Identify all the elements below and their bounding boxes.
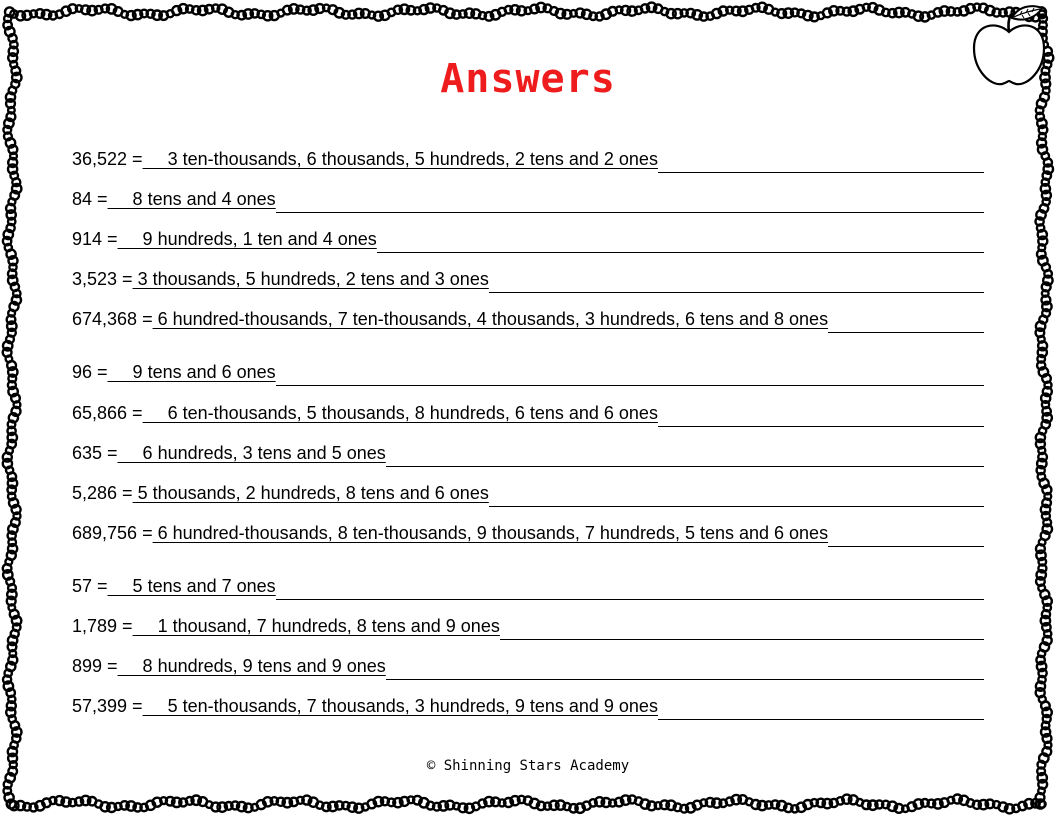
number-label: 65,866 = — [72, 403, 143, 423]
number-label: 5,286 = — [72, 483, 133, 503]
number-label: 914 = — [72, 229, 118, 249]
answer-row — [72, 576, 276, 602]
answer-line — [386, 466, 984, 467]
number-label: 57 = — [72, 576, 108, 596]
number-label: 635 = — [72, 443, 118, 463]
expanded-form-answer: 5 ten-thousands, 7 thousands, 3 hundreds, 9 tens and 9 ones — [142, 696, 658, 716]
expanded-form-answer: 5 tens and 7 ones — [107, 576, 276, 596]
answer-row — [72, 483, 489, 509]
expanded-form-answer: 6 hundreds, 3 tens and 5 ones — [117, 443, 386, 463]
answer-line — [489, 506, 984, 507]
footer-copyright: © Shinning Stars Academy — [426, 758, 630, 774]
answer-row — [72, 269, 489, 295]
answer-row — [72, 309, 828, 335]
expanded-form-answer: 9 hundreds, 1 ten and 4 ones — [117, 229, 377, 249]
answer-line — [658, 719, 984, 720]
answer-line — [828, 546, 984, 547]
number-label: 3,523 = — [72, 269, 133, 289]
answer-row — [72, 523, 828, 549]
expanded-form-answer: 1 thousand, 7 hundreds, 8 tens and 9 ones — [132, 616, 500, 636]
answer-row — [72, 149, 658, 175]
number-label: 1,789 = — [72, 616, 133, 636]
answer-row — [72, 229, 377, 255]
answer-line — [489, 292, 984, 293]
answer-row — [72, 403, 658, 429]
number-label: 96 = — [72, 362, 108, 382]
number-label: 57,399 = — [72, 696, 143, 716]
expanded-form-answer: 8 tens and 4 ones — [107, 189, 276, 209]
answer-row — [72, 362, 276, 388]
expanded-form-answer: 8 hundreds, 9 tens and 9 ones — [117, 656, 386, 676]
answer-line — [276, 385, 984, 386]
number-label: 84 = — [72, 189, 108, 209]
answer-row — [72, 616, 500, 642]
expanded-form-answer: 3 ten-thousands, 6 thousands, 5 hundreds, 2 tens and 2 ones — [142, 149, 658, 169]
expanded-form-answer: 3 thousands, 5 hundreds, 2 tens and 3 ones — [132, 269, 489, 289]
expanded-form-answer: 9 tens and 6 ones — [107, 362, 276, 382]
answer-row — [72, 189, 276, 215]
expanded-form-answer: 6 hundred-thousands, 7 ten-thousands, 4 thousands, 3 hundreds, 6 tens and 8 ones — [152, 309, 829, 329]
page-title: Answers — [440, 56, 616, 102]
answer-line — [276, 212, 984, 213]
number-label: 899 = — [72, 656, 118, 676]
answer-row — [72, 443, 386, 469]
number-label: 689,756 = — [72, 523, 153, 543]
number-label: 674,368 = — [72, 309, 153, 329]
answer-line — [500, 639, 984, 640]
number-label: 36,522 = — [72, 149, 143, 169]
answer-line — [658, 172, 984, 173]
answer-line — [386, 679, 984, 680]
answer-row — [72, 656, 386, 682]
answer-line — [377, 252, 984, 253]
answer-row — [72, 696, 658, 722]
expanded-form-answer: 6 hundred-thousands, 8 ten-thousands, 9 thousands, 7 hundreds, 5 tens and 6 ones — [152, 523, 829, 543]
answer-line — [658, 426, 984, 427]
expanded-form-answer: 6 ten-thousands, 5 thousands, 8 hundreds, 6 tens and 6 ones — [142, 403, 658, 423]
expanded-form-answer: 5 thousands, 2 hundreds, 8 tens and 6 ones — [132, 483, 489, 503]
answer-line — [276, 599, 984, 600]
answer-line — [828, 332, 984, 333]
